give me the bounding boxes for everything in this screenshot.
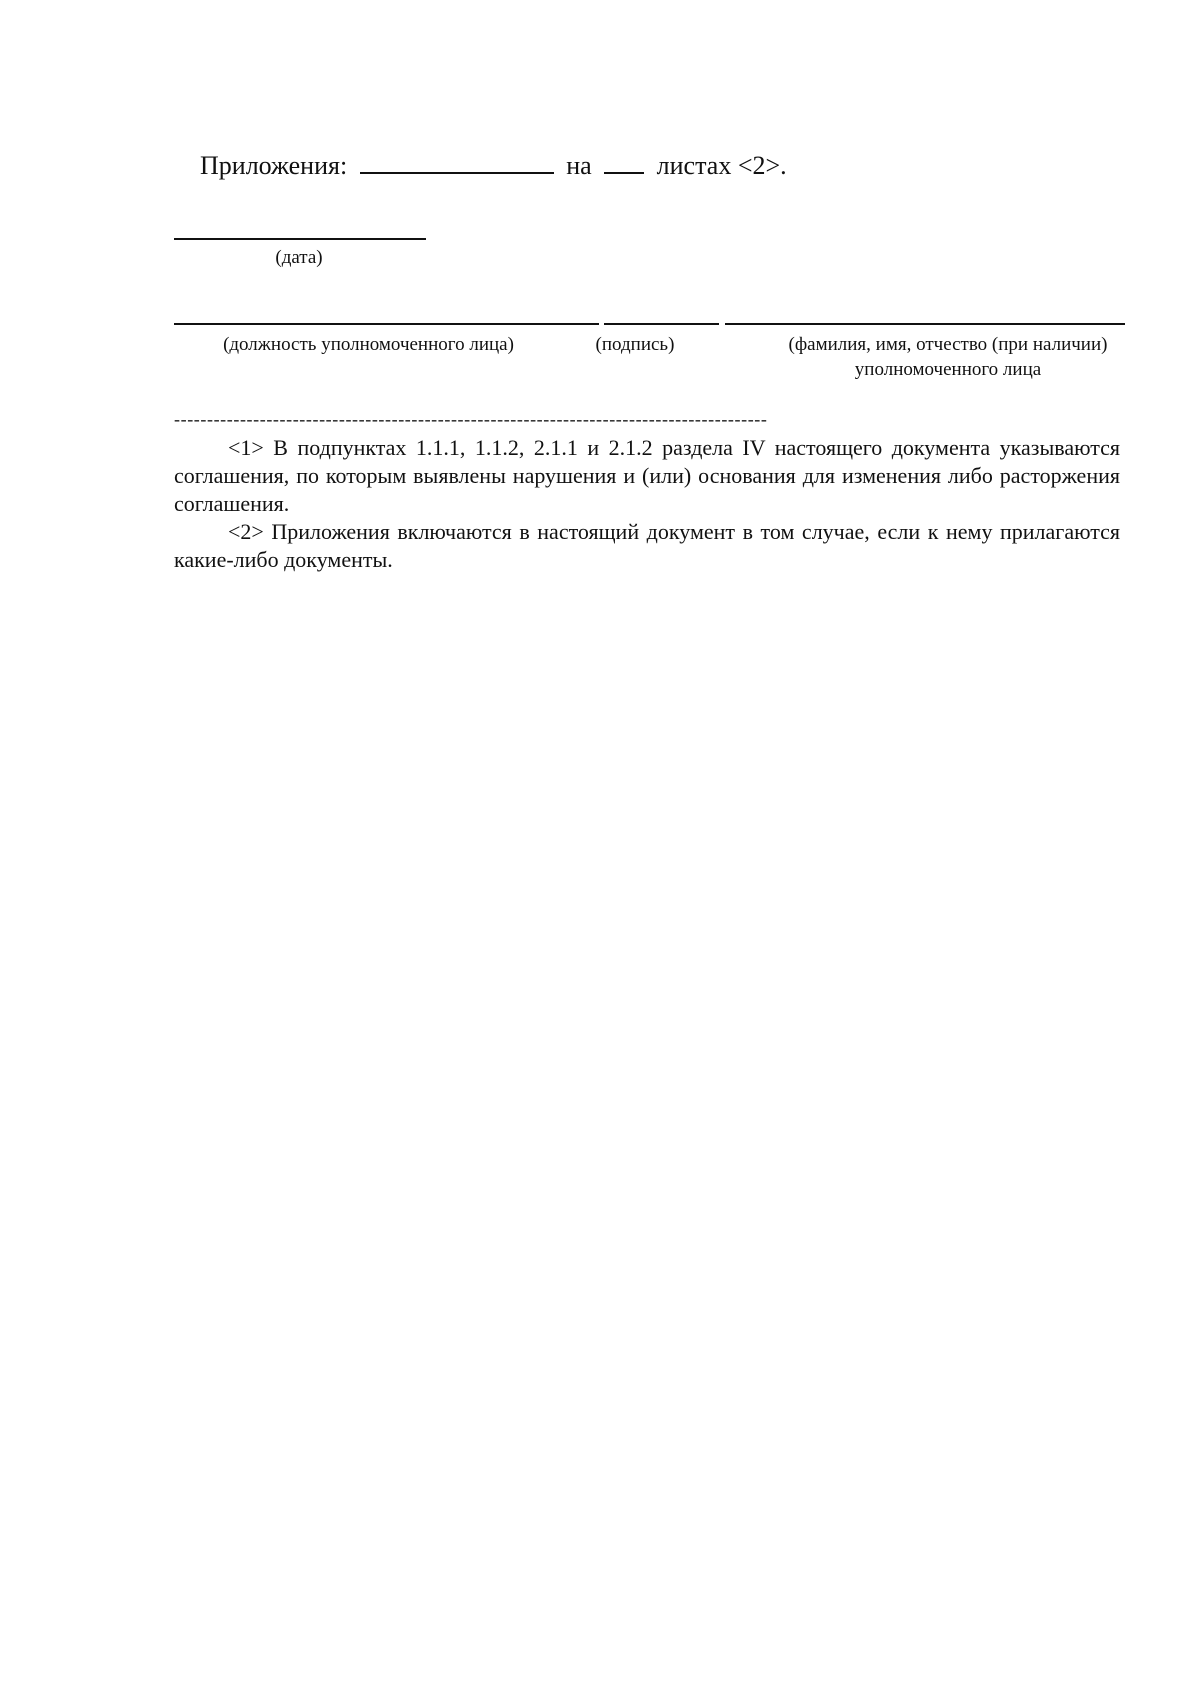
signature-line [604,323,719,325]
full-name-caption: (фамилия, имя, отчество (при наличии) уполномоченного лица [788,334,1108,380]
attachments-sheets-blank [604,150,644,174]
date-signature-line [174,238,426,240]
position-caption: (должность уполномоченного лица) [223,334,514,355]
footnote-2: <2> Приложения включаются в настоящий документ в том случае, если к нему прилагаются какие-либо документы. [174,519,1120,572]
date-caption: (дата) [275,247,323,268]
attachments-line [200,150,787,181]
signature-caption: (подпись) [595,334,675,355]
attachments-name-blank [360,150,554,174]
footnote-separator: ------------------------------------------------------------------------------------------ [174,409,768,429]
footnotes [174,434,1120,574]
full-name-signature-line [725,323,1125,325]
attachments-label: Приложения: [200,151,348,180]
footnote-1: <1> В подпунктах 1.1.1, 1.1.2, 2.1.1 и 2.1.2 раздела IV настоящего документа указываются соглашения, по которым выявлены нарушения и (или) основания для изменения либо расторжения соглашения. [174,435,1120,516]
attachments-on-word: на [566,151,592,180]
attachments-sheets-word: листах <2>. [656,151,787,180]
position-signature-line [174,323,599,325]
